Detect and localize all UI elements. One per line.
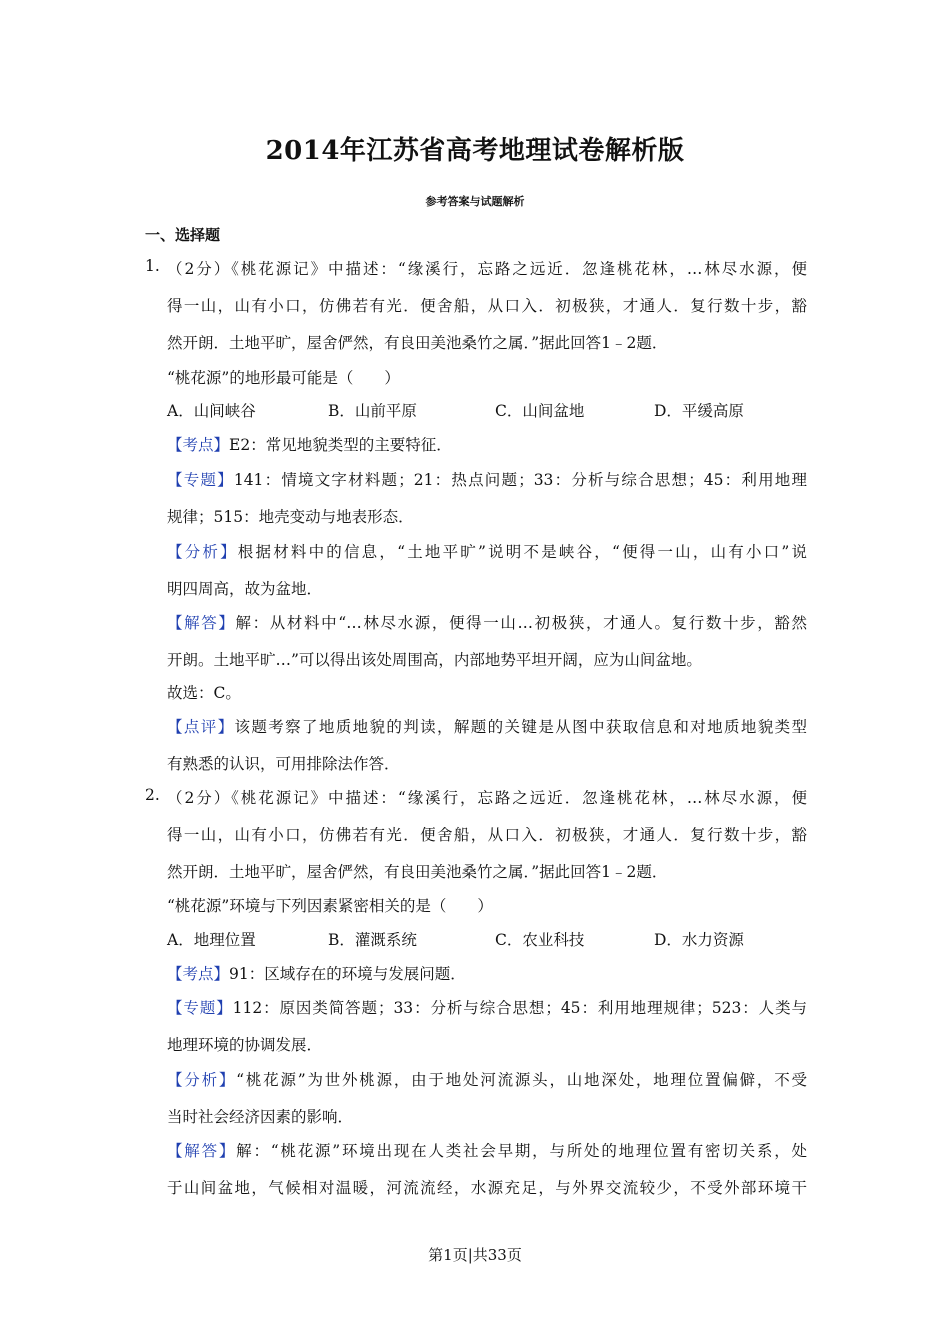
kaodian-text: 91：区域存在的环境与发展问题． bbox=[229, 965, 466, 983]
question-2-line-1: （2分）《桃花源记》中描述：“缘溪行，忘路之远近．忽逢桃花林，…林尽水源，便 bbox=[167, 789, 807, 807]
page-subtitle: 参考答案与试题解析 bbox=[425, 195, 525, 208]
question-1-jieda bbox=[167, 611, 807, 633]
question-2-prompt: “桃花源”环境与下列因素紧密相关的是（ ） bbox=[167, 897, 493, 915]
question-2-jieda bbox=[167, 1139, 807, 1161]
question-2-line-2: 得一山，山有小口，仿佛若有光．便舍船，从口入．初极狭，才通人．复行数十步，豁 bbox=[167, 826, 807, 844]
question-2-option-d: D．水力资源 bbox=[654, 931, 744, 949]
jieda-text: 解：“桃花源”环境出现在人类社会早期，与所处的地理位置有密切关系，处 bbox=[236, 1142, 807, 1160]
fenxi-text: “桃花源”为世外桃源，由于地处河流源头，山地深处，地理位置偏僻，不受 bbox=[236, 1071, 807, 1089]
question-1-jieda-cont: 开朗。土地平旷…”可以得出该处周围高，内部地势平坦开阔，应为山间盆地。 bbox=[167, 651, 702, 669]
question-1-zhuanti bbox=[167, 468, 807, 490]
kaodian-tag: 【考点】 bbox=[167, 965, 230, 983]
dianping-tag: 【点评】 bbox=[167, 718, 235, 736]
page-title: 2014年江苏省高考地理试卷解析版 bbox=[265, 136, 685, 166]
question-2-option-c: C．农业科技 bbox=[495, 931, 585, 949]
question-2-kaodian bbox=[167, 962, 807, 984]
question-1-option-a: A．山间峡谷 bbox=[167, 402, 256, 420]
question-2-number: 2. bbox=[145, 786, 160, 804]
question-2-zhuanti bbox=[167, 996, 807, 1018]
question-1-kaodian bbox=[167, 433, 807, 455]
question-1-number: 1. bbox=[145, 257, 160, 275]
question-2-fenxi bbox=[167, 1068, 807, 1090]
zhuanti-tag: 【专题】 bbox=[167, 999, 233, 1017]
page-footer: 第1页|共33页 bbox=[428, 1246, 522, 1264]
kaodian-text: E2：常见地貌类型的主要特征． bbox=[229, 436, 452, 454]
dianping-text: 该题考察了地质地貌的判读，解题的关键是从图中获取信息和对地质地貌类型 bbox=[234, 718, 807, 736]
jieda-text: 解：从材料中“…林尽水源，便得一山…初极狭，才通人。复行数十步，豁然 bbox=[235, 614, 807, 632]
question-1-option-d: D．平缓高原 bbox=[654, 402, 744, 420]
question-1-zhuanti-cont: 规律；515：地壳变动与地表形态． bbox=[167, 508, 414, 526]
question-1-fenxi bbox=[167, 540, 807, 562]
zhuanti-tag: 【专题】 bbox=[167, 471, 234, 489]
fenxi-text: 根据材料中的信息，“土地平旷”说明不是峡谷，“便得一山，山有小口”说 bbox=[237, 543, 807, 561]
question-1-prompt: “桃花源”的地形最可能是（ ） bbox=[167, 369, 400, 387]
jieda-tag: 【解答】 bbox=[167, 614, 236, 632]
question-1-option-b: B．山前平原 bbox=[328, 402, 417, 420]
question-1-line-3: 然开朗．土地平旷，屋舍俨然，有良田美池桑竹之属．”据此回答1﹣2题． bbox=[167, 334, 668, 352]
zhuanti-text: 112：原因类简答题；33：分析与综合思想；45：利用地理规律；523：人类与 bbox=[232, 999, 807, 1017]
question-1-answer: 故选：C。 bbox=[167, 684, 241, 702]
kaodian-tag: 【考点】 bbox=[167, 436, 230, 454]
question-2-option-b: B．灌溉系统 bbox=[328, 931, 417, 949]
question-1-line-1: （2分）《桃花源记》中描述：“缘溪行，忘路之远近．忽逢桃花林，…林尽水源，便 bbox=[167, 260, 807, 278]
question-1-fenxi-cont: 明四周高，故为盆地． bbox=[167, 580, 323, 598]
fenxi-tag: 【分析】 bbox=[167, 543, 238, 561]
fenxi-tag: 【分析】 bbox=[167, 1071, 237, 1089]
question-2-jieda-cont: 于山间盆地，气候相对温暖，河流流经，水源充足，与外界交流较少，不受外部环境干 bbox=[167, 1179, 807, 1197]
question-1-dianping-cont: 有熟悉的认识，可用排除法作答． bbox=[167, 755, 400, 773]
section-heading: 一、选择题 bbox=[145, 226, 221, 244]
zhuanti-text: 141：情境文字材料题；21：热点问题；33：分析与综合思想；45：利用地理 bbox=[233, 471, 807, 489]
question-1-line-2: 得一山，山有小口，仿佛若有光．便舍船，从口入．初极狭，才通人．复行数十步，豁 bbox=[167, 297, 807, 315]
question-1-option-c: C．山间盆地 bbox=[495, 402, 585, 420]
question-2-zhuanti-cont: 地理环境的协调发展． bbox=[167, 1036, 323, 1054]
jieda-tag: 【解答】 bbox=[167, 1142, 237, 1160]
question-2-option-a: A．地理位置 bbox=[167, 931, 256, 949]
question-1-dianping bbox=[167, 715, 807, 737]
question-2-fenxi-cont: 当时社会经济因素的影响． bbox=[167, 1108, 354, 1126]
question-2-line-3: 然开朗．土地平旷，屋舍俨然，有良田美池桑竹之属．”据此回答1﹣2题． bbox=[167, 863, 668, 881]
